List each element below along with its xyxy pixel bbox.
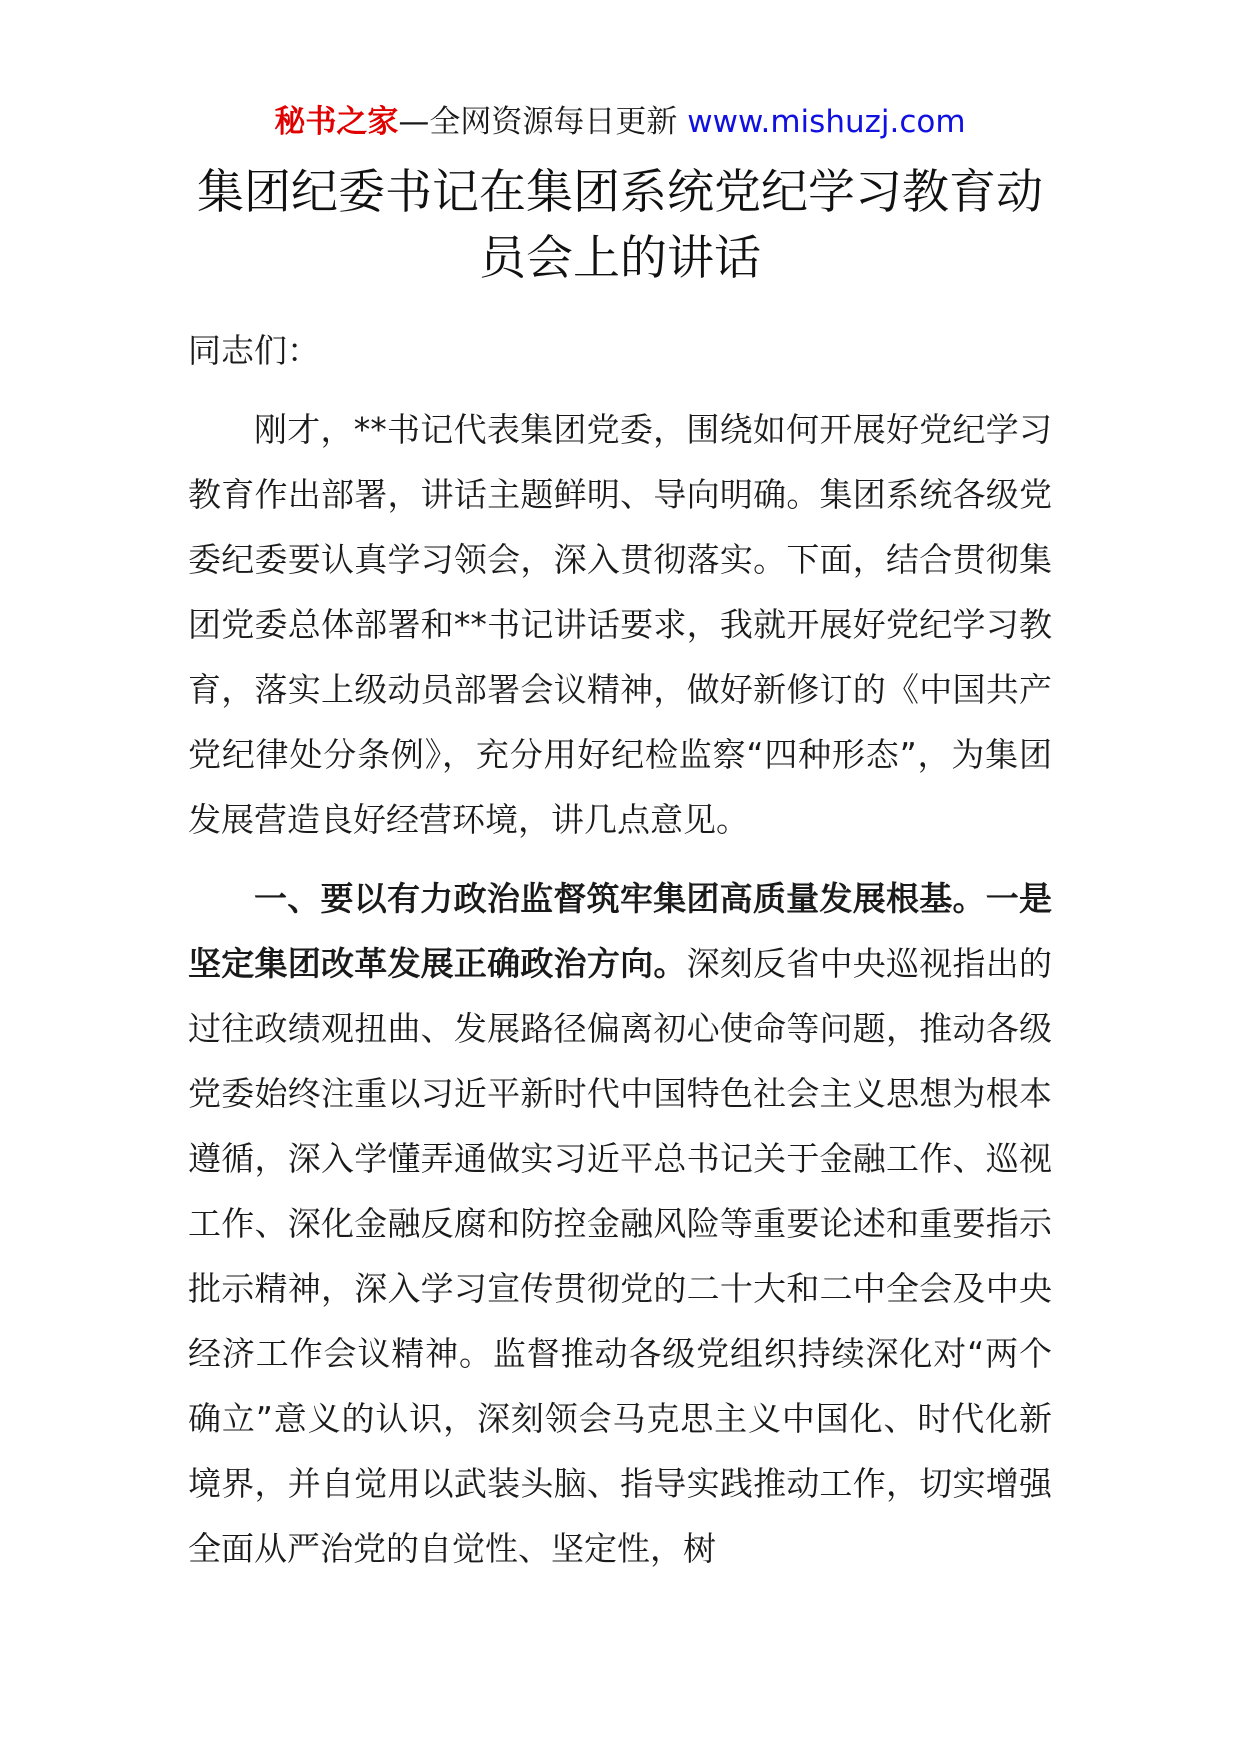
section-text: 深刻反省中央巡视指出的过往政绩观扭曲、发展路径偏离初心使命等问题，推动各级党委始终注重以习近平新时代中国特色社会主义思想为根本遵循，深入学懂弄通做实习近平总书记关于金融工作、巡视工作、深化金融反腐和防控金融风险等重要论述和重要指示批示精神，深入学习宣传贯彻党的二十大和二中全会及中央经济工作会议精神。监督推动各级党组织持续深化对“两个确立”意义的认识，深刻领会马克思主义中国化、时代化新境界，并自觉用以武装头脑、指导实践推动工作，切实增强全面从严治党的自觉性、坚定性，树 — [188, 944, 1053, 1568]
section-heading: 一、要以有力政治监督筑牢集团高质量发展根基。一是坚定集团改革发展正确政治方向。 — [188, 879, 1052, 983]
brand-name: 秘书之家 — [274, 104, 399, 140]
watermark-header — [0, 100, 1240, 144]
paragraph-section-one — [188, 866, 1052, 1581]
header-tagline: —全网资源每日更新 — [398, 104, 688, 140]
document-body — [188, 318, 1052, 1581]
website-url[interactable]: www.mishuzj.com — [687, 104, 966, 140]
document-title — [150, 160, 1090, 292]
title-line-1: 集团纪委书记在集团系统党纪学习教育动 — [197, 165, 1043, 220]
paragraph-intro: 刚才，**书记代表集团党委，围绕如何开展好党纪学习教育作出部署，讲话主题鲜明、导向明确。集团系统各级党委纪委要认真学习领会，深入贯彻落实。下面，结合贯彻集团党委总体部署和**书记讲话要求，我就开展好党纪学习教育，落实上级动员部署会议精神，做好新修订的《中国共产党纪律处分条例》，充分用好纪检监察“四种形态”，为集团发展营造良好经营环境，讲几点意见。 — [188, 410, 1052, 839]
salutation: 同志们： — [188, 331, 320, 370]
title-line-2: 员会上的讲话 — [479, 231, 761, 286]
